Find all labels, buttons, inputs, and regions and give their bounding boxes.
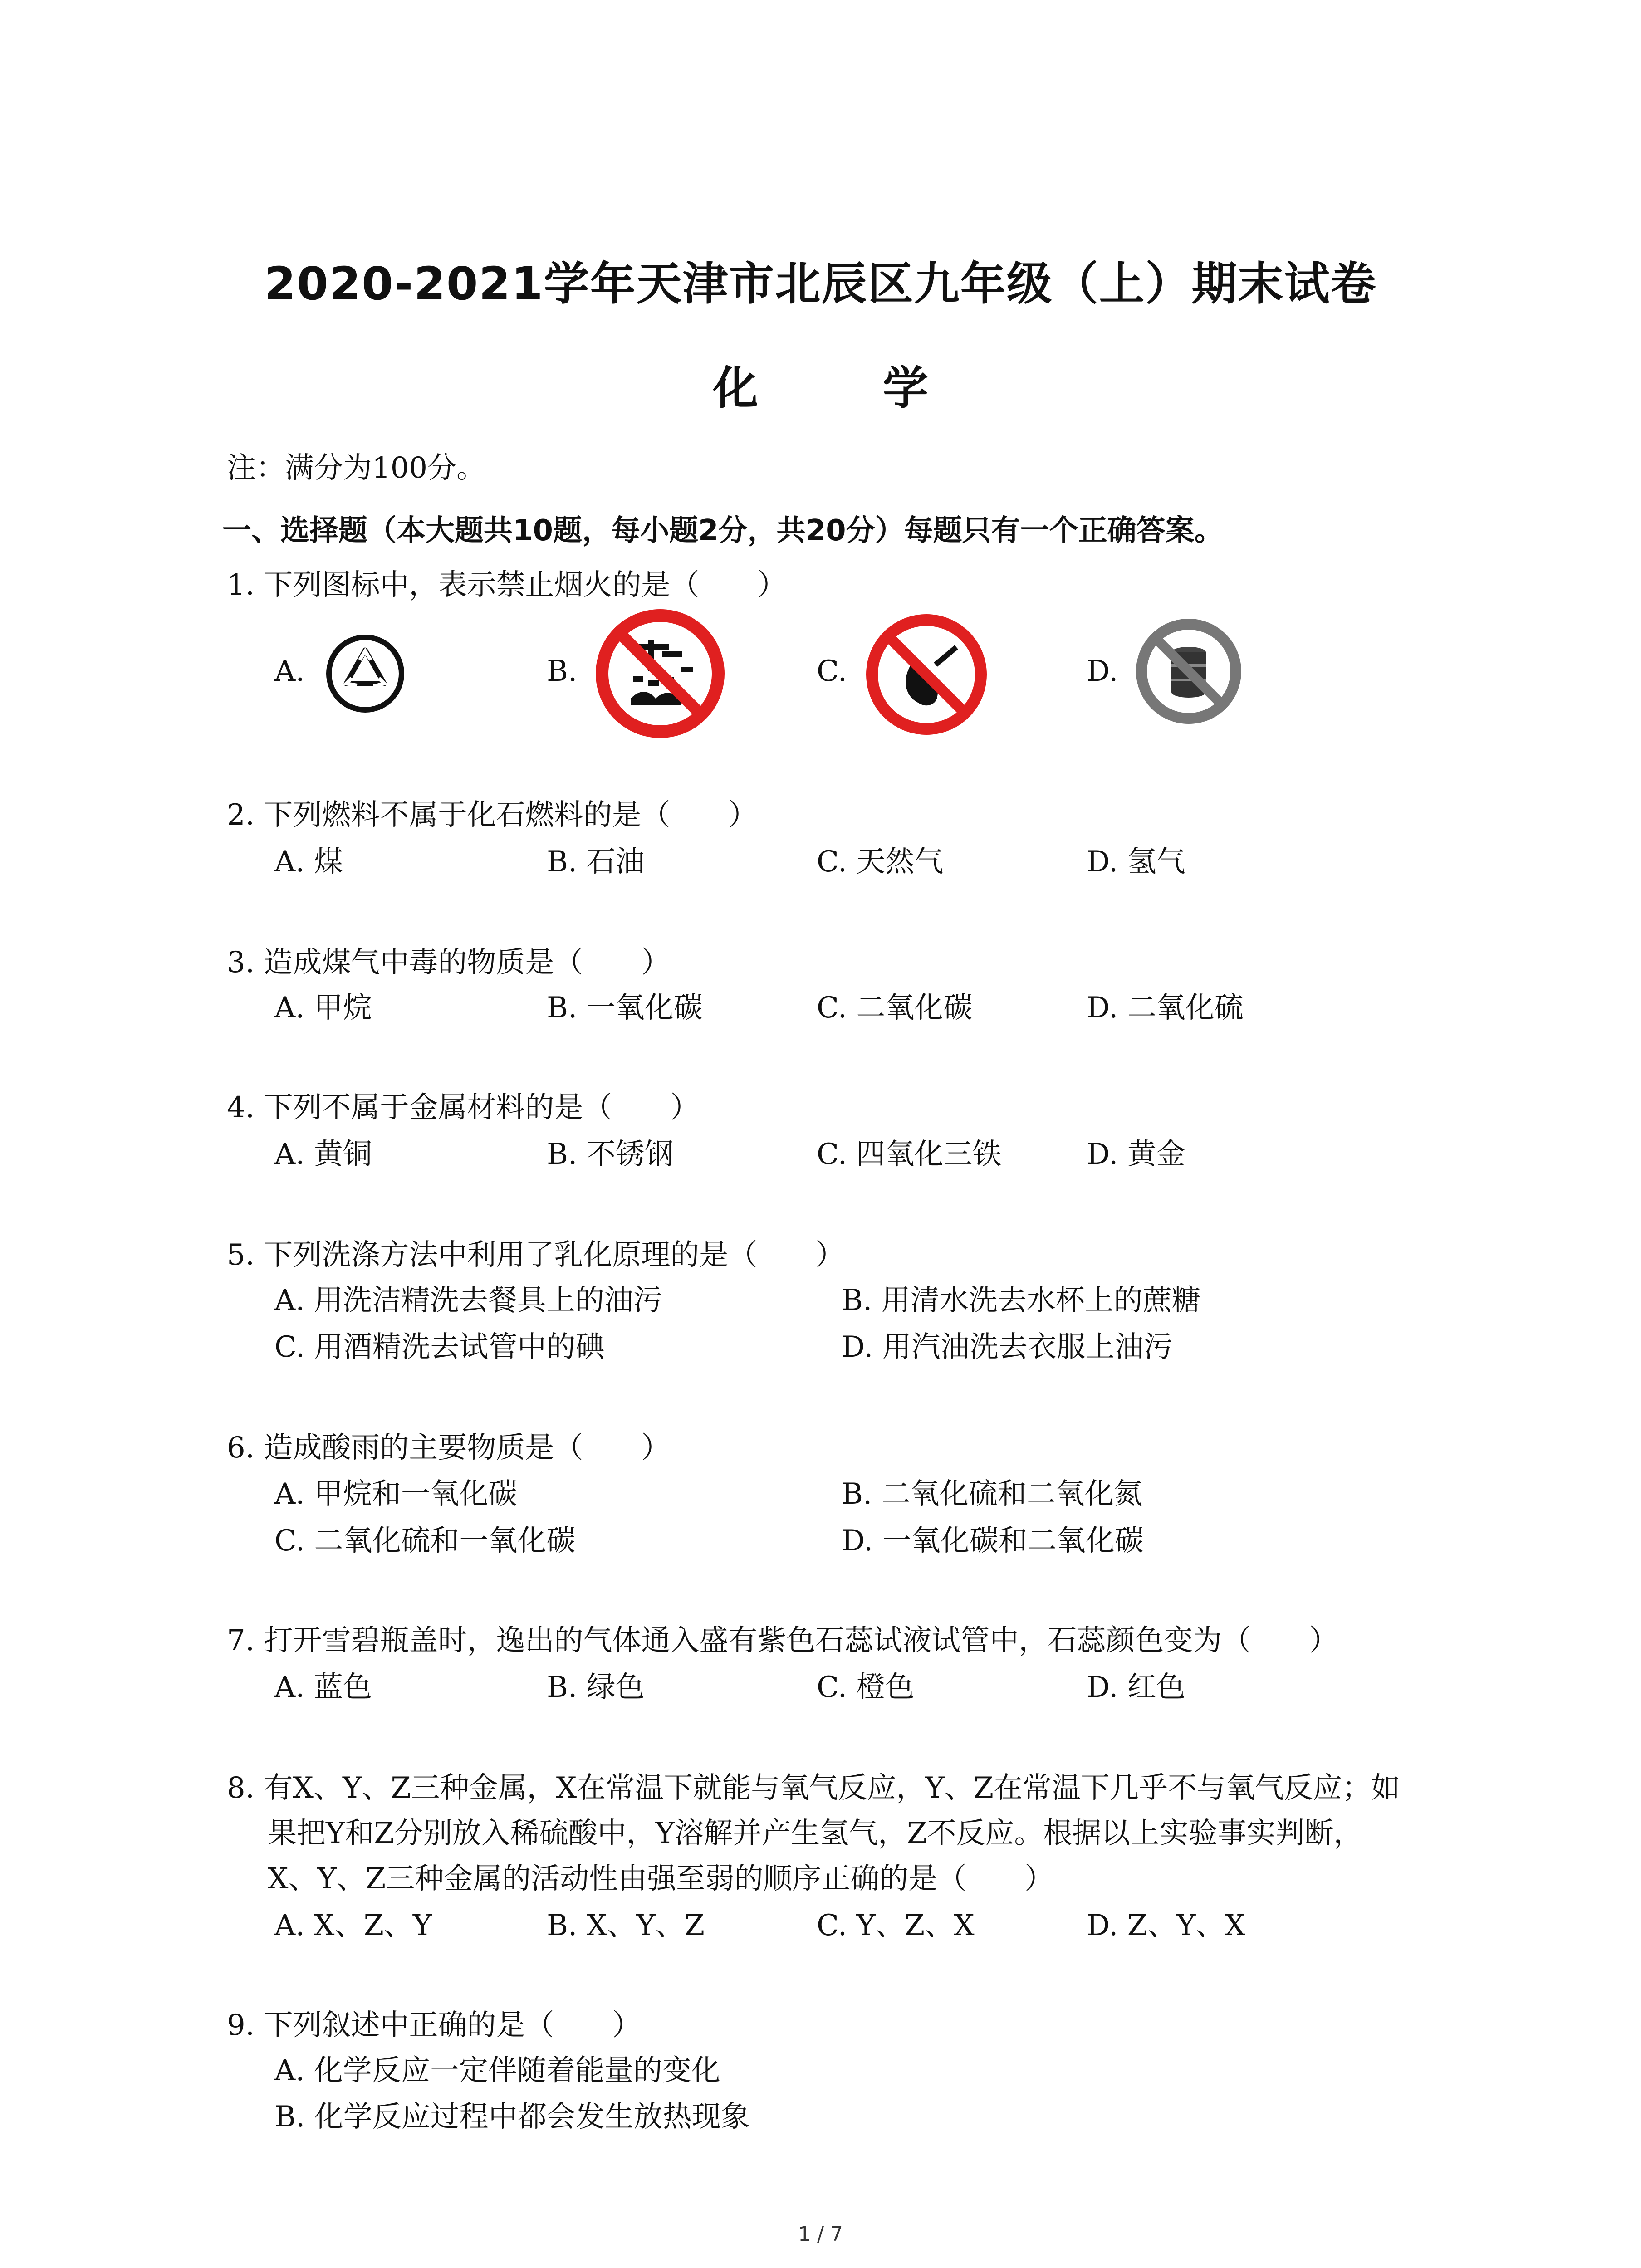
q3-option-c: C. 二氧化碳 bbox=[817, 991, 973, 1025]
no-burning-sign-icon bbox=[594, 608, 726, 739]
question-4-stem: 4. 下列不属于金属材料的是（ ） bbox=[227, 1091, 700, 1124]
q5-option-b: B. 用清水洗去水杯上的蔗糖 bbox=[842, 1284, 1201, 1317]
question-8-stem-line-3: X、Y、Z三种金属的活动性由强至弱的顺序正确的是（ ） bbox=[268, 1862, 1054, 1896]
q3-option-a: A. 甲烷 bbox=[274, 991, 372, 1025]
q2-option-b: B. 石油 bbox=[547, 845, 645, 879]
question-3-stem: 3. 造成煤气中毒的物质是（ ） bbox=[227, 946, 671, 979]
q6-option-b: B. 二氧化硫和二氧化氮 bbox=[842, 1477, 1143, 1511]
q1-option-d: D. bbox=[1087, 655, 1118, 688]
q2-option-c: C. 天然气 bbox=[817, 845, 944, 879]
q9-option-a: A. 化学反应一定伴随着能量的变化 bbox=[274, 2054, 720, 2087]
question-9-stem: 9. 下列叙述中正确的是（ ） bbox=[227, 2009, 642, 2042]
q1-option-c: C. bbox=[817, 655, 847, 688]
subject-title: 化 学 bbox=[713, 362, 983, 415]
q7-option-a: A. 蓝色 bbox=[274, 1671, 372, 1704]
q6-option-c: C. 二氧化硫和一氧化碳 bbox=[274, 1524, 576, 1558]
q8-option-d: D. Z、Y、X bbox=[1087, 1909, 1245, 1942]
q4-option-d: D. 黄金 bbox=[1087, 1138, 1185, 1171]
question-2-stem: 2. 下列燃料不属于化石燃料的是（ ） bbox=[227, 798, 758, 832]
question-8-stem-line-1: 8. 有X、Y、Z三种金属，X在常温下就能与氧气反应，Y、Z在常温下几乎不与氧气反应；如 bbox=[227, 1771, 1400, 1805]
exam-title: 2020-2021学年天津市北辰区九年级（上）期末试卷 bbox=[264, 257, 1377, 310]
q7-option-c: C. 橙色 bbox=[817, 1671, 915, 1704]
q5-option-a: A. 用洗洁精洗去餐具上的油污 bbox=[274, 1284, 662, 1317]
q5-option-c: C. 用酒精洗去试管中的碘 bbox=[274, 1330, 605, 1364]
q3-option-b: B. 一氧化碳 bbox=[547, 991, 703, 1025]
question-6-stem: 6. 造成酸雨的主要物质是（ ） bbox=[227, 1431, 671, 1465]
q1-option-b: B. bbox=[547, 655, 578, 688]
q8-option-a: A. X、Z、Y bbox=[274, 1909, 432, 1942]
score-note: 注：满分为100分。 bbox=[227, 451, 486, 485]
q8-option-b: B. X、Y、Z bbox=[547, 1909, 705, 1942]
q9-option-b: B. 化学反应过程中都会发生放热现象 bbox=[274, 2100, 750, 2134]
q2-option-d: D. 氢气 bbox=[1087, 845, 1185, 879]
question-7-stem: 7. 打开雪碧瓶盖时，逸出的气体通入盛有紫色石蕊试液试管中，石蕊颜色变为（ ） bbox=[227, 1624, 1338, 1657]
q8-option-c: C. Y、Z、X bbox=[817, 1909, 975, 1942]
no-fire-sign-icon bbox=[864, 612, 989, 737]
q6-option-a: A. 甲烷和一氧化碳 bbox=[274, 1477, 517, 1511]
q1-option-a: A. bbox=[274, 655, 305, 688]
section-header: 一、选择题（本大题共10题，每小题2分，共20分）每题只有一个正确答案。 bbox=[222, 514, 1224, 547]
q7-option-d: D. 红色 bbox=[1087, 1671, 1185, 1704]
question-5-stem: 5. 下列洗涤方法中利用了乳化原理的是（ ） bbox=[227, 1238, 845, 1272]
q5-option-d: D. 用汽油洗去衣服上油污 bbox=[842, 1330, 1173, 1364]
q7-option-b: B. 绿色 bbox=[547, 1671, 645, 1704]
q2-option-a: A. 煤 bbox=[274, 845, 343, 879]
q4-option-c: C. 四氧化三铁 bbox=[817, 1138, 1002, 1171]
page-number: 1 / 7 bbox=[798, 2223, 843, 2246]
q4-option-b: B. 不锈钢 bbox=[547, 1138, 674, 1171]
q4-option-a: A. 黄铜 bbox=[274, 1138, 372, 1171]
recycle-symbol-icon bbox=[324, 633, 406, 714]
q3-option-d: D. 二氧化硫 bbox=[1087, 991, 1244, 1025]
question-8-stem-line-2: 果把Y和Z分别放入稀硫酸中，Y溶解并产生氢气，Z不反应。根据以上实验事实判断， bbox=[268, 1817, 1363, 1850]
no-oil-drum-sign-icon bbox=[1134, 617, 1243, 726]
question-1-stem: 1. 下列图标中，表示禁止烟火的是（ ） bbox=[227, 568, 787, 602]
q6-option-d: D. 一氧化碳和二氧化碳 bbox=[842, 1524, 1144, 1558]
